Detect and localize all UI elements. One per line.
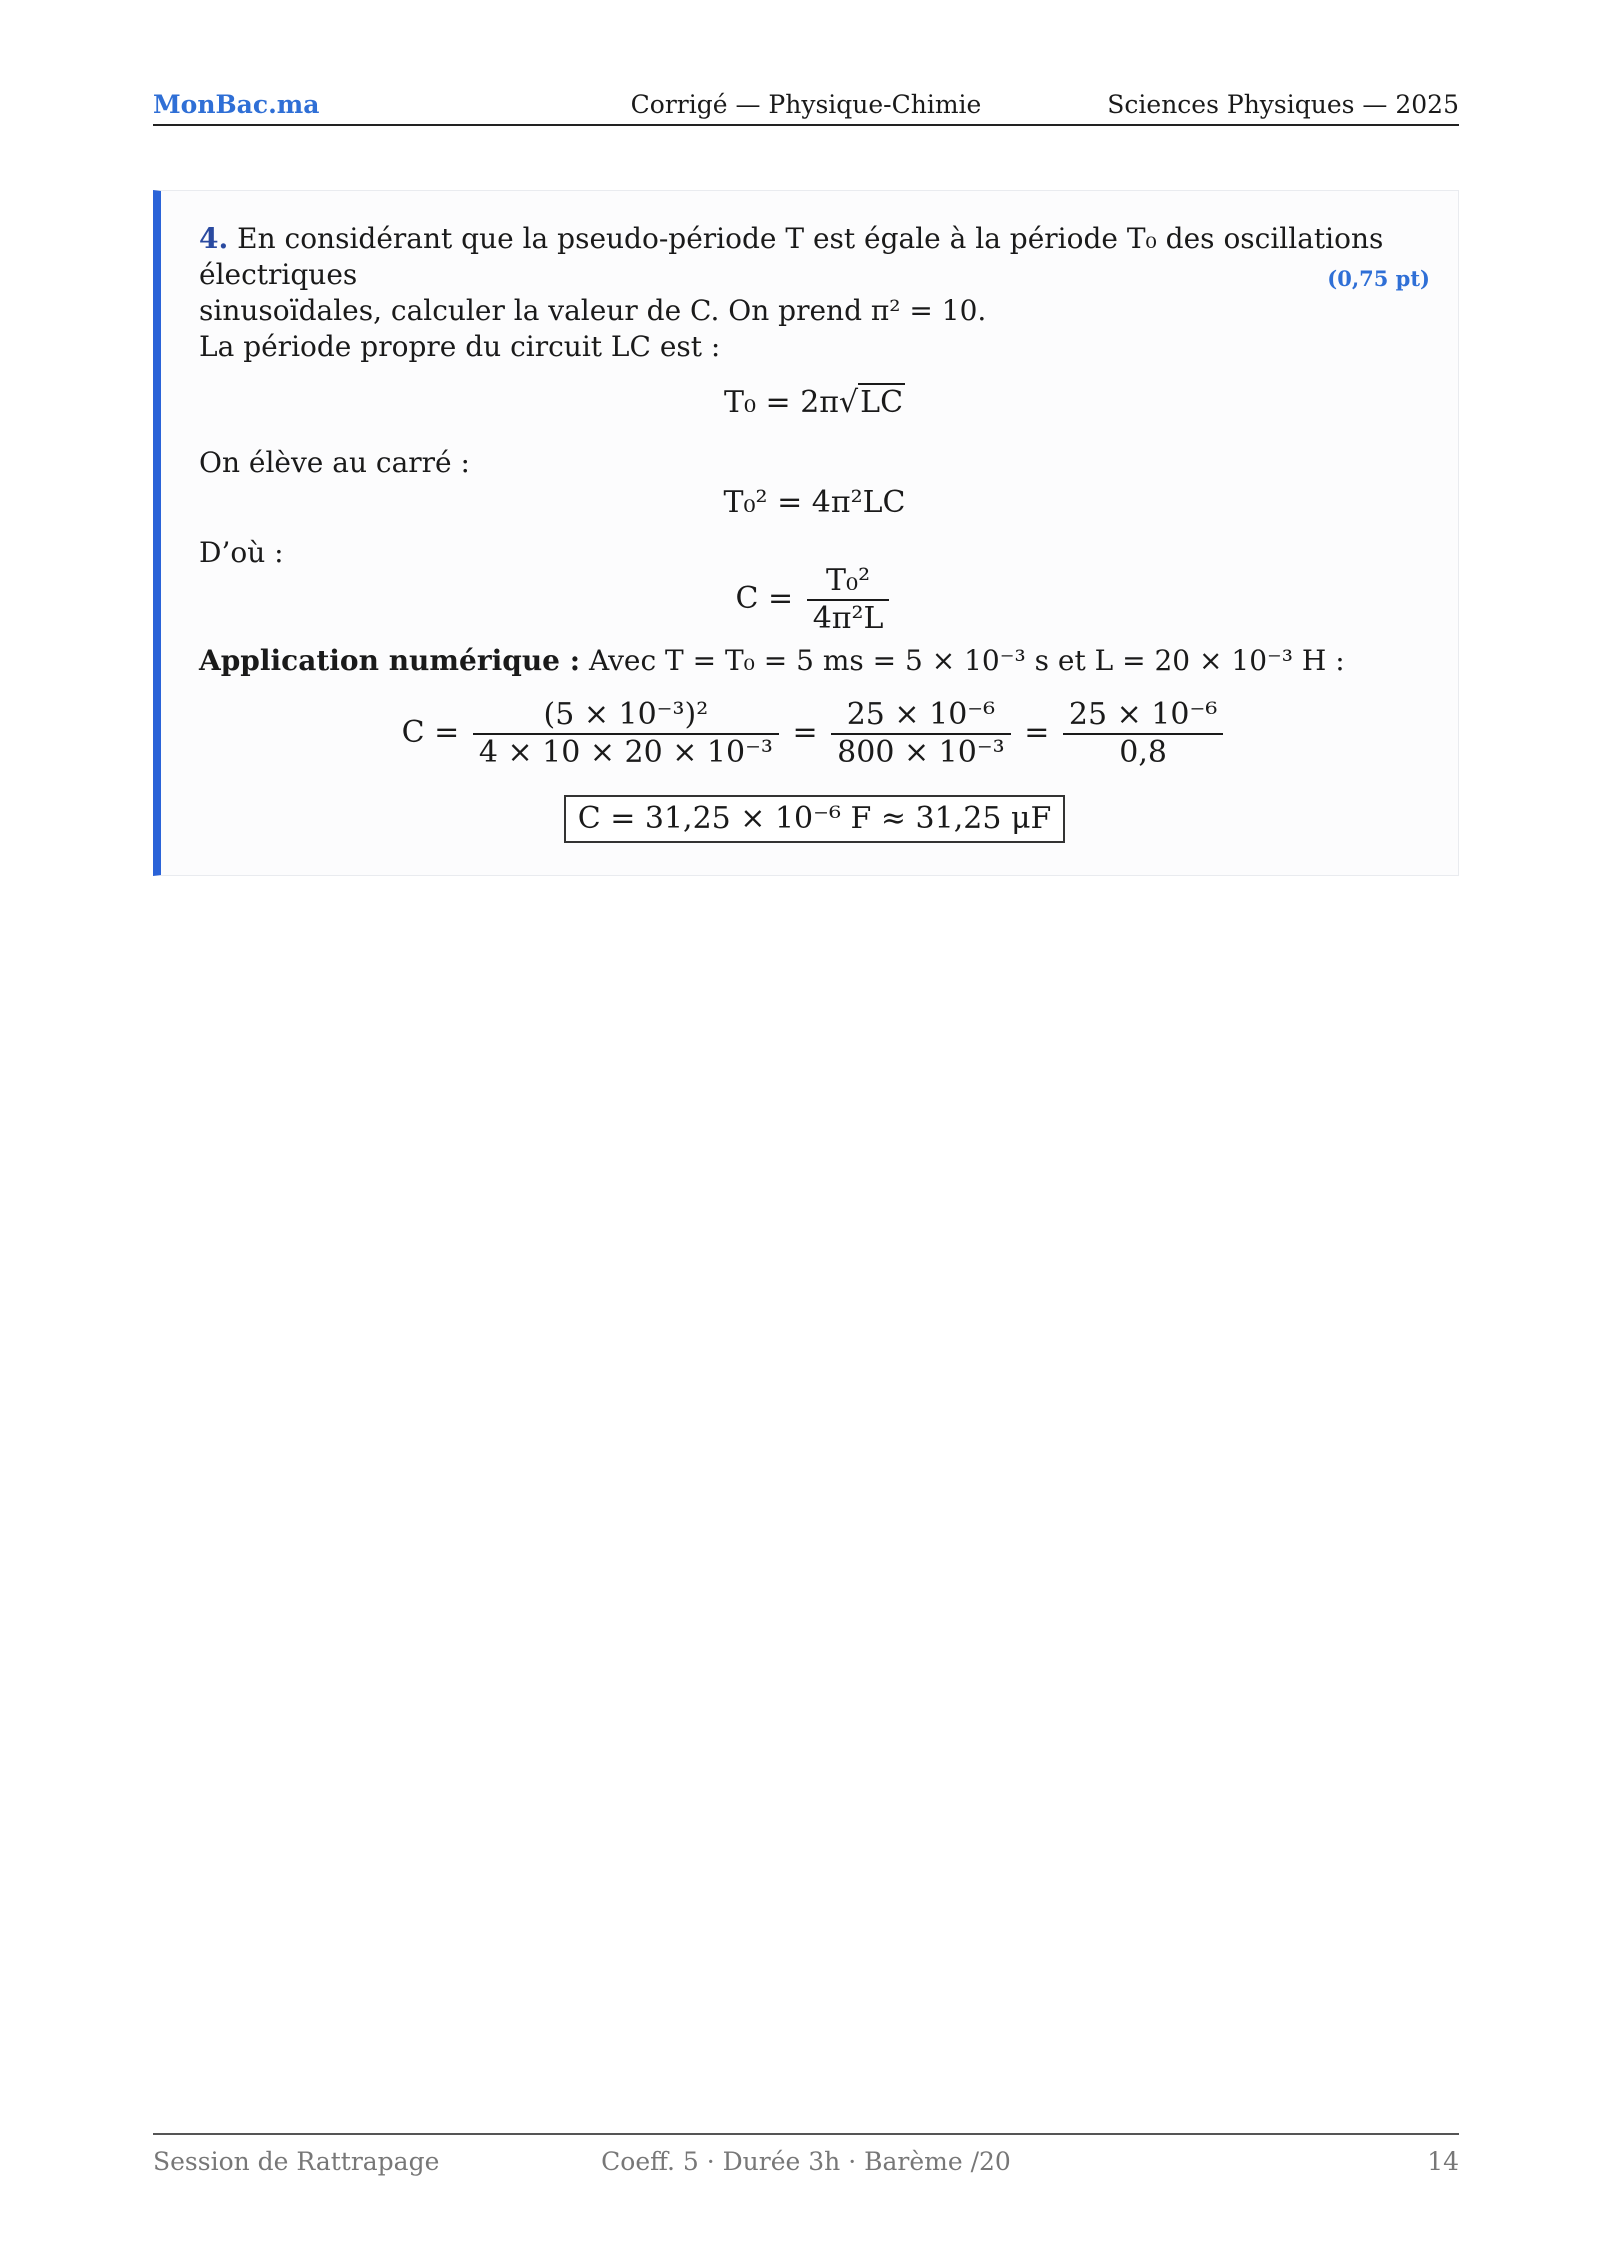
calc-fraction-1-denominator: 4 × 10 × 20 × 10⁻³ <box>478 735 773 770</box>
calc-fraction-2-denominator: 800 × 10⁻³ <box>837 735 1005 770</box>
question-box <box>153 190 1459 876</box>
question-content <box>199 221 1430 843</box>
brand-logo-text[interactable]: MonBac.ma <box>153 90 320 119</box>
equation-capacitance <box>199 563 1430 637</box>
calc-equals-1: = <box>792 715 818 750</box>
equation-capacitance-lhs: C = <box>735 581 794 616</box>
question-number: 4. <box>199 222 229 255</box>
equation-period-lhs: T₀ = 2π <box>723 385 840 420</box>
sqrt-symbol: √ <box>839 385 859 420</box>
page-footer <box>153 2133 1459 2179</box>
header-subject: Sciences Physiques — 2025 <box>1107 90 1459 119</box>
question-statement <box>199 221 1430 329</box>
footer-session: Session de Rattrapage <box>153 2147 440 2176</box>
calc-equals-2: = <box>1024 715 1050 750</box>
equation-period <box>199 385 1430 421</box>
calc-fraction-2-numerator: 25 × 10⁻⁶ <box>831 697 1011 735</box>
equation-squared: T₀² = 4π²LC <box>723 485 906 520</box>
boxed-result: C = 31,25 × 10⁻⁶ F ≈ 31,25 μF <box>564 795 1066 843</box>
question-text-line1: En considérant que la pseudo-période T est égale à la période T₀ des oscillations électriques <box>199 222 1384 291</box>
calc-lhs: C = <box>401 715 460 750</box>
numerical-application-text: Avec T = T₀ = 5 ms = 5 × 10⁻³ s et L = 20 × 10⁻³ H : <box>588 644 1345 677</box>
fraction-numerator: T₀² <box>807 563 890 601</box>
numerical-application-label: Application numérique : <box>199 644 581 677</box>
points-badge: (0,75 pt) <box>1327 266 1430 291</box>
result-line <box>199 795 1430 843</box>
calc-fraction-3 <box>1063 697 1223 771</box>
equation-period-radicand: LC <box>860 385 904 420</box>
calc-fraction-1-numerator: (5 × 10⁻³)² <box>473 697 779 735</box>
step-square-label: On élève au carré : <box>199 446 470 479</box>
fraction-capacitance <box>807 563 890 637</box>
page-number: 14 <box>1427 2147 1459 2176</box>
header-title: Corrigé — Physique-Chimie <box>630 90 982 119</box>
calc-fraction-2 <box>831 697 1011 771</box>
calculation-line <box>199 697 1430 771</box>
fraction-denominator: 4π²L <box>812 601 884 636</box>
question-text-line2: sinusoïdales, calculer la valeur de C. On prend π² = 10. <box>199 294 987 327</box>
step-deduce-label: D’où : <box>199 536 284 569</box>
calc-fraction-3-denominator: 0,8 <box>1119 735 1167 770</box>
solution-intro: La période propre du circuit LC est : <box>199 330 721 363</box>
page-header <box>153 88 1459 126</box>
numerical-application <box>199 643 1430 679</box>
calc-fraction-1 <box>473 697 779 771</box>
calc-fraction-3-numerator: 25 × 10⁻⁶ <box>1063 697 1223 735</box>
footer-exam-info: Coeff. 5 · Durée 3h · Barème /20 <box>601 2147 1011 2176</box>
